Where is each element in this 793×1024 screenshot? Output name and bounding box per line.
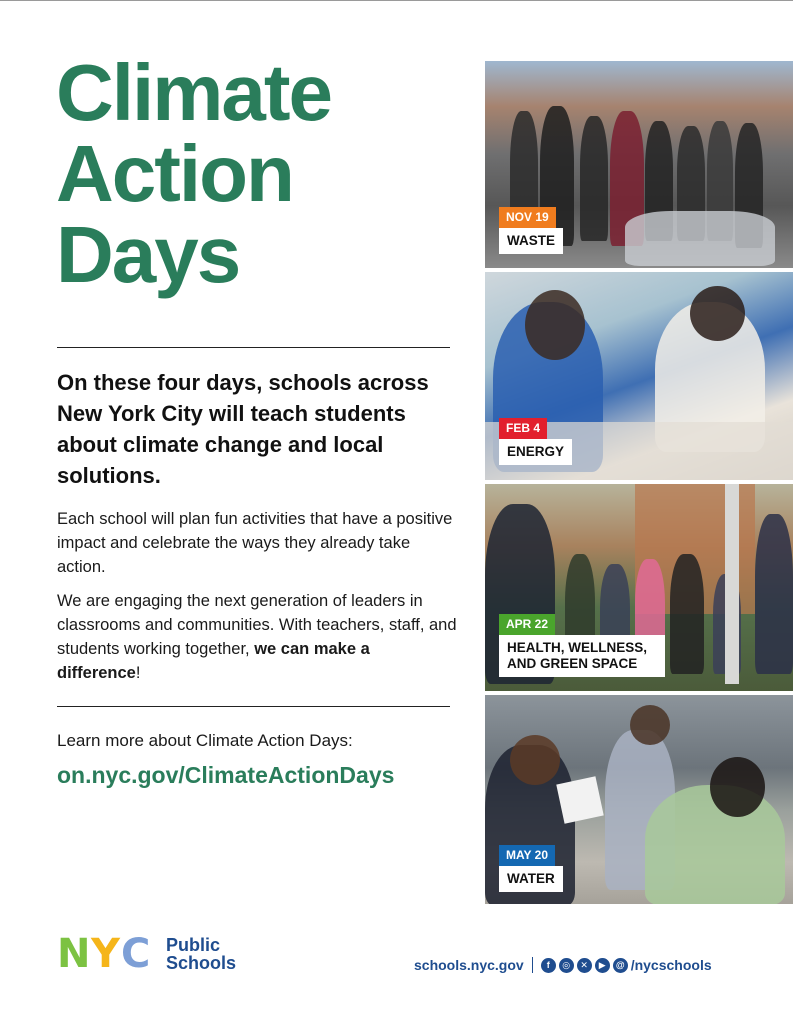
x-icon[interactable]: ✕ — [577, 958, 592, 973]
logo-text — [166, 936, 236, 972]
website-link[interactable]: schools.nyc.gov — [414, 957, 524, 973]
photo-health-wellness-green-space — [485, 484, 793, 691]
body-paragraph-2-text: We are engaging the next generation of leaders in classrooms and communities. With teachers, staff, and students working together, — [57, 592, 457, 658]
photo-energy — [485, 272, 793, 480]
social-icons — [541, 958, 628, 973]
day-tag-water — [499, 845, 563, 892]
social-handle[interactable]: /nycschools — [630, 957, 712, 973]
logo-letter-y: Y — [91, 931, 118, 977]
threads-icon[interactable]: @ — [613, 958, 628, 973]
date-badge: NOV 19 — [499, 207, 556, 228]
date-badge: MAY 20 — [499, 845, 555, 866]
body-paragraph-2 — [57, 589, 457, 685]
title-line-2: Action — [56, 129, 293, 218]
logo-letter-c: C — [121, 931, 149, 977]
day-tag-energy — [499, 418, 572, 465]
body-paragraph-1: Each school will plan fun activities that have a positive impact and celebrate the ways they already take action. — [57, 510, 453, 576]
separator — [532, 957, 533, 973]
climate-action-days-link[interactable]: on.nyc.gov/ClimateActionDays — [57, 762, 395, 788]
instagram-icon[interactable]: ◎ — [559, 958, 574, 973]
logo-letter-n: N — [57, 931, 89, 977]
topic-label: WATER — [499, 866, 563, 892]
topic-label: WASTE — [499, 228, 563, 254]
title-line-3: Days — [56, 210, 240, 299]
title-line-1: Climate — [56, 48, 331, 137]
learn-more-label: Learn more about Climate Action Days: — [57, 731, 353, 750]
youtube-icon[interactable]: ▶ — [595, 958, 610, 973]
logo-text-line-2: Schools — [166, 953, 237, 973]
date-badge: FEB 4 — [499, 418, 547, 439]
date-badge: APR 22 — [499, 614, 555, 635]
top-border — [0, 0, 793, 1]
footer-links — [414, 955, 712, 975]
logo-text-line-1: Public — [166, 935, 221, 955]
emphasis-text: we can make a difference — [57, 640, 370, 682]
divider-top — [57, 347, 450, 348]
day-tag-health — [499, 614, 665, 677]
topic-label: HEALTH, WELLNESS, AND GREEN SPACE — [499, 635, 665, 677]
exclamation: ! — [135, 664, 141, 682]
photo-waste — [485, 61, 793, 268]
facebook-icon[interactable]: f — [541, 958, 556, 973]
topic-label: ENERGY — [499, 439, 572, 465]
lead-paragraph: On these four days, schools across New York City will teach students about climate change and local solutions. — [57, 370, 429, 488]
day-tag-waste — [499, 207, 563, 254]
photo-water — [485, 695, 793, 904]
divider-bottom — [57, 706, 450, 707]
page-title — [56, 48, 456, 299]
